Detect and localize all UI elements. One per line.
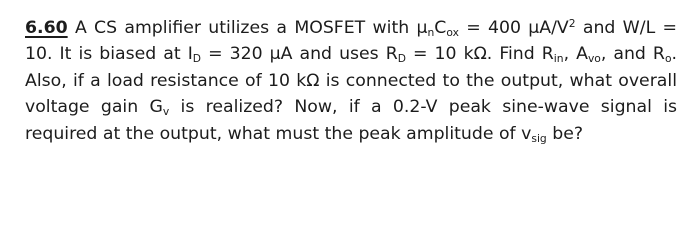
c-symbol: C xyxy=(434,18,447,38)
subscript-in: in xyxy=(553,52,564,66)
problem-text: and W/L = 10. It is biased at I xyxy=(25,18,677,65)
mu-symbol: μ xyxy=(416,18,428,38)
subscript-v: v xyxy=(162,105,170,119)
problem-text: A CS amplifier utilizes a MOSFET with xyxy=(74,18,417,38)
subscript-vo: vo xyxy=(587,52,601,66)
subscript-ox: ox xyxy=(446,26,459,39)
problem-text: , and R xyxy=(600,44,665,65)
subscript-o: o xyxy=(664,52,672,66)
subscript-d: D xyxy=(397,52,406,66)
problem-number: 6.60 xyxy=(25,18,68,38)
problem-text: be? xyxy=(546,123,584,144)
subscript-sig: sig xyxy=(531,131,547,145)
problem-text: = 10 kΩ. Find R xyxy=(405,44,554,65)
problem-text: is realized? Now, if a 0.2-V peak sine-wave signal is required at the output, what must the peak amplitude of v xyxy=(25,97,678,144)
subscript-d: D xyxy=(192,52,202,66)
subscript-n: n xyxy=(427,26,435,39)
problem-statement xyxy=(25,15,677,147)
problem-text: , A xyxy=(563,44,588,65)
superscript-2: 2 xyxy=(568,17,576,31)
problem-text: . Also, if a load resistance of 10 kΩ is connected to the output, what overall voltage gain G xyxy=(25,44,678,118)
problem-text: = 400 μA/V xyxy=(458,18,569,38)
problem-text: = 320 μA and uses R xyxy=(201,44,398,65)
